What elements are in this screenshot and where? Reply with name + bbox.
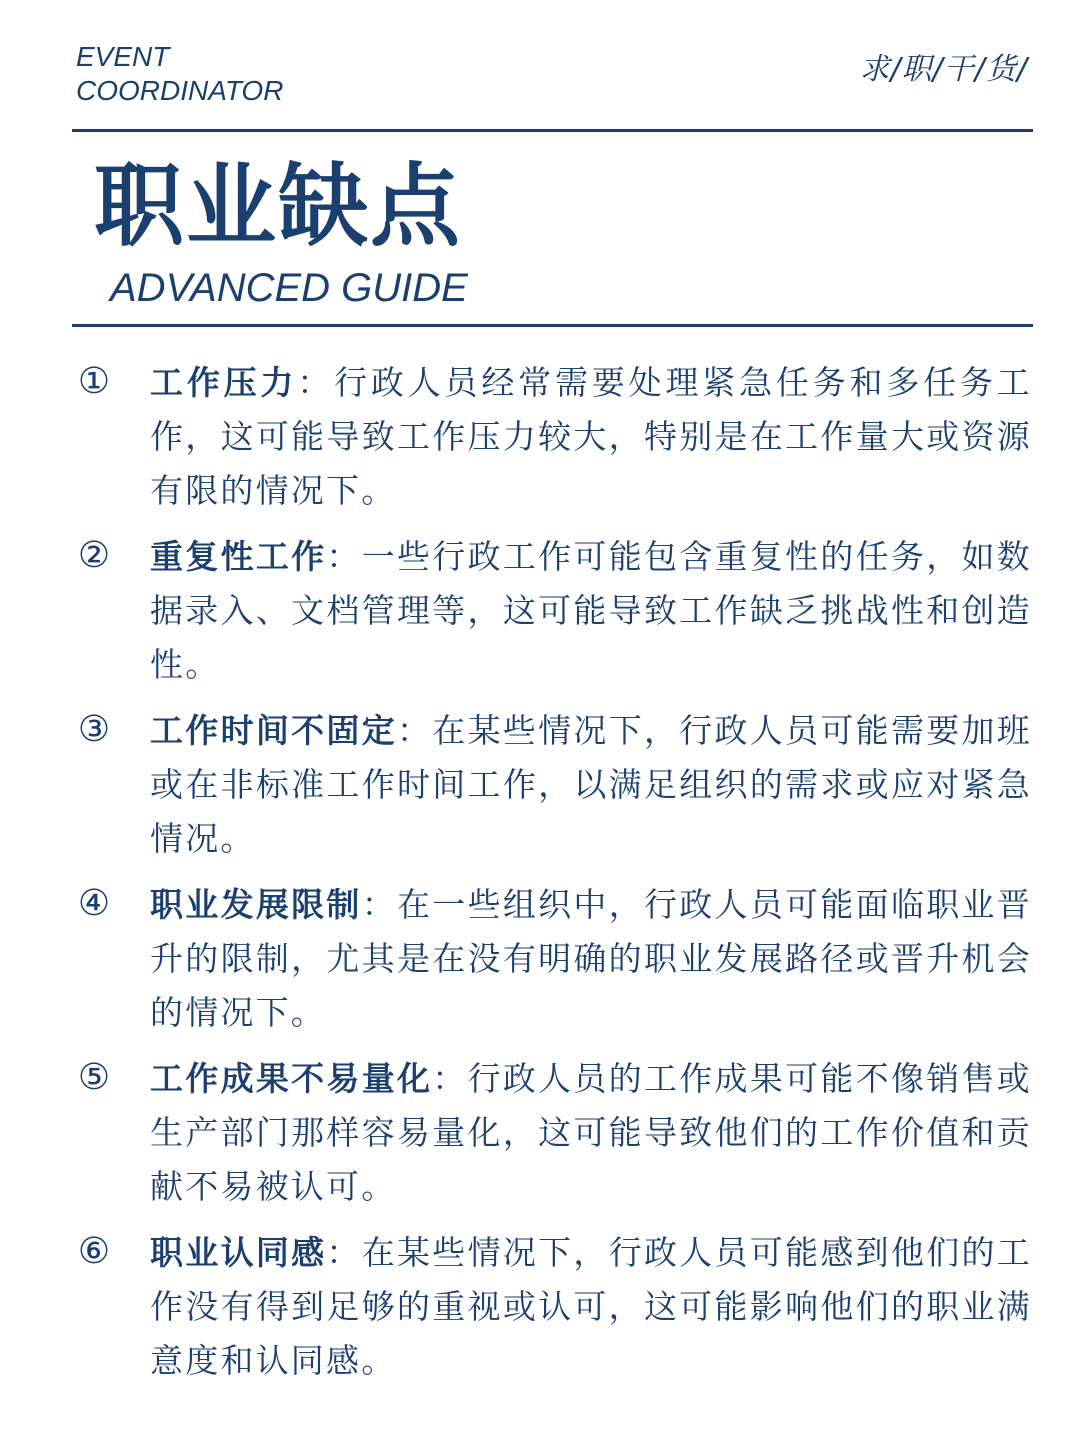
item-label: 工作时间不固定 xyxy=(150,711,397,750)
list-item xyxy=(72,704,1032,866)
item-separator: ： xyxy=(432,1059,468,1098)
item-text xyxy=(150,1226,1032,1388)
item-number: ① xyxy=(77,361,111,402)
item-label: 工作压力 xyxy=(150,363,298,402)
top-divider xyxy=(72,129,1033,132)
item-number: ③ xyxy=(77,709,111,750)
item-label: 工作成果不易量化 xyxy=(150,1059,433,1098)
item-separator: ： xyxy=(326,1233,362,1272)
item-number: ⑥ xyxy=(77,1231,111,1272)
list-item xyxy=(72,878,1032,1040)
item-description: 在某些情况下，行政人员可能需要加班或在非标准工作时间工作，以满足组织的需求或应对紧急情况。 xyxy=(150,711,1033,858)
bottom-divider xyxy=(72,324,1033,327)
page-subtitle: ADVANCED GUIDE xyxy=(110,266,468,310)
item-text xyxy=(150,704,1032,866)
page-title: 职业缺点 xyxy=(94,154,462,259)
item-number: ⑤ xyxy=(77,1057,111,1098)
header-line-coordinator: COORDINATOR xyxy=(76,75,284,106)
item-description: 在某些情况下，行政人员可能感到他们的工作没有得到足够的重视或认可，这可能影响他们的职业满意度和认同感。 xyxy=(150,1233,1033,1380)
item-separator: ： xyxy=(396,711,433,750)
item-description: 行政人员经常需要处理紧急任务和多任务工作，这可能导致工作压力较大，特别是在工作量大或资源有限的情况下。 xyxy=(150,363,1032,510)
item-text xyxy=(150,356,1032,518)
item-number: ④ xyxy=(77,883,111,924)
list-item xyxy=(72,1226,1032,1388)
drawbacks-list xyxy=(72,356,1032,1400)
item-number: ② xyxy=(77,535,111,576)
item-label: 职业认同感 xyxy=(150,1233,327,1272)
list-item xyxy=(72,1052,1032,1214)
item-description: 在一些组织中，行政人员可能面临职业晋升的限制，尤其是在没有明确的职业发展路径或晋升机会的情况下。 xyxy=(150,885,1033,1032)
item-text xyxy=(150,530,1032,692)
header-line-event: EVENT xyxy=(76,41,170,72)
item-separator: ： xyxy=(326,537,362,576)
item-label: 重复性工作 xyxy=(150,537,327,576)
item-label: 职业发展限制 xyxy=(150,885,362,924)
list-item xyxy=(72,356,1032,518)
item-separator: ： xyxy=(361,885,397,924)
item-description: 行政人员的工作成果可能不像销售或生产部门那样容易量化，这可能导致他们的工作价值和贡献不易被认可。 xyxy=(150,1059,1033,1206)
item-separator: ： xyxy=(297,363,335,402)
item-text xyxy=(150,878,1032,1040)
header-tagline: 求/职/干/货/ xyxy=(859,52,1028,87)
header-category xyxy=(76,40,283,108)
list-item xyxy=(72,530,1032,692)
item-description: 一些行政工作可能包含重复性的任务，如数据录入、文档管理等，这可能导致工作缺乏挑战性和创造性。 xyxy=(150,537,1033,684)
item-text xyxy=(150,1052,1032,1214)
